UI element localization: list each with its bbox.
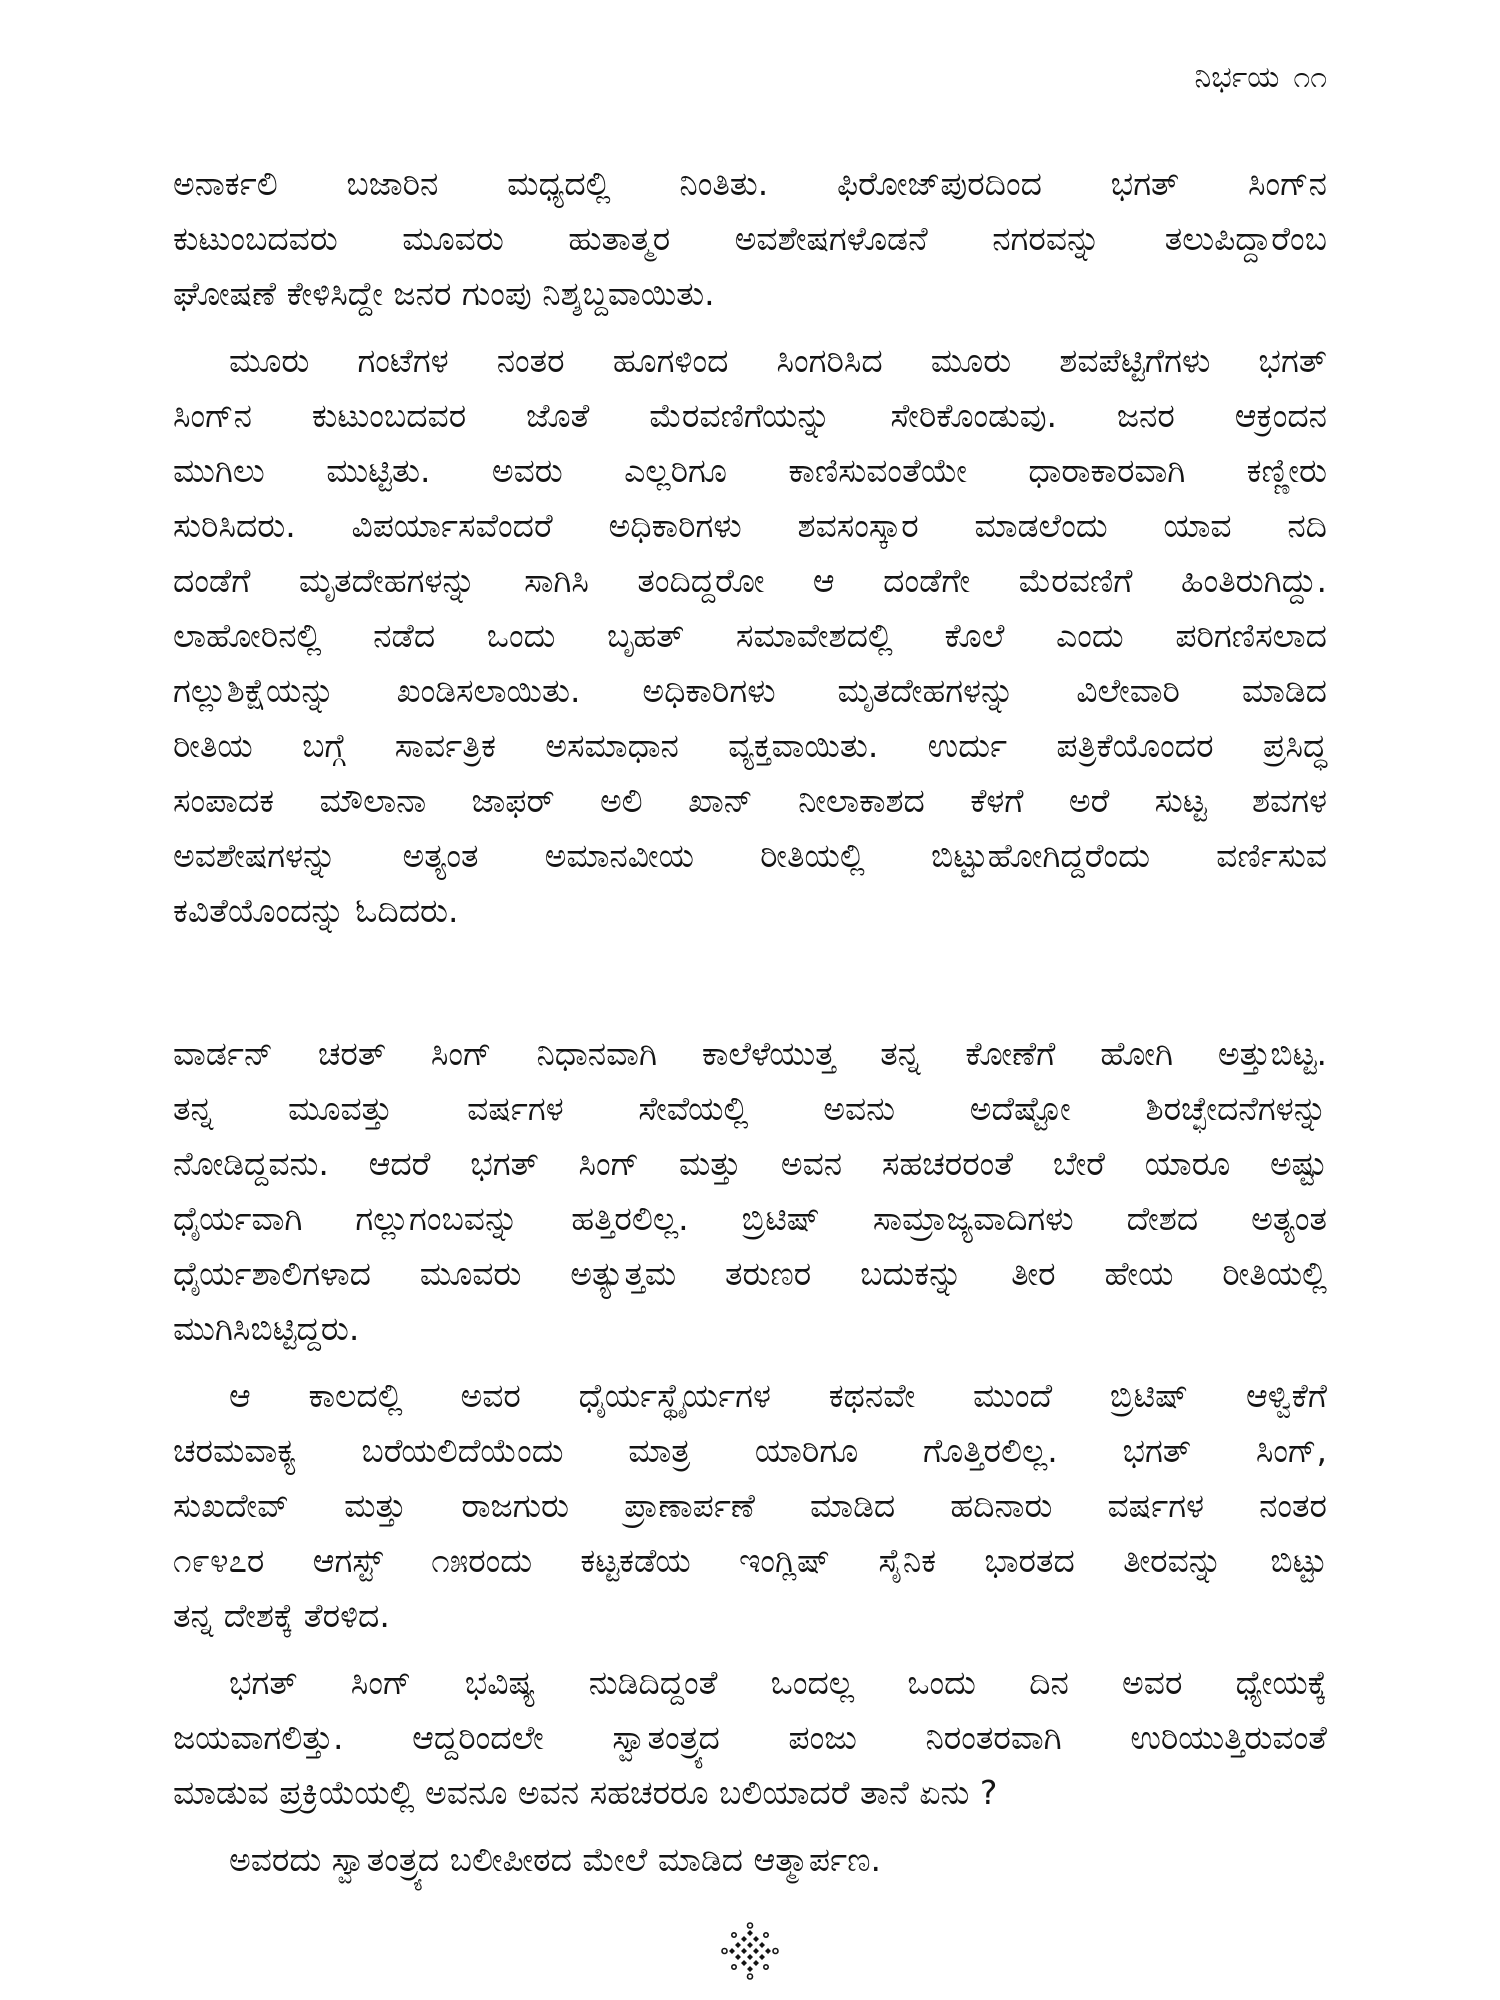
text-line: ನೋಡಿದ್ದವನು. ಆದರೆ ಭಗತ್ ಸಿಂಗ್ ಮತ್ತು ಅವನ ಸಹಚರರಂತೆ ಬೇರೆ ಯಾರೂ ಅಷ್ಟು (173, 1144, 1327, 1183)
text-line: ಜಯವಾಗಲಿತ್ತು. ಆದ್ದರಿಂದಲೇ ಸ್ವಾತಂತ್ರ್ಯದ ಪಂಜು ನಿರಂತರವಾಗಿ ಉರಿಯುತ್ತಿರುವಂತೆ (173, 1718, 1327, 1757)
text-line: ಧೈರ್ಯವಾಗಿ ಗಲ್ಲುಗಂಬವನ್ನು ಹತ್ತಿರಲಿಲ್ಲ. ಬ್ರಿಟಿಷ್ ಸಾಮ್ರಾಜ್ಯವಾದಿಗಳು ದೇಶದ ಅತ್ಯಂತ (173, 1199, 1327, 1238)
running-title: ನಿರ್ಭಯ (1194, 60, 1280, 95)
text-line: ಮುಗಿಸಿಬಿಟ್ಟಿದ್ದರು. (173, 1309, 360, 1348)
paragraph (173, 333, 1327, 938)
text-line: ಆ ಕಾಲದಲ್ಲಿ ಅವರ ಧೈರ್ಯಸ್ಥೈರ್ಯಗಳ ಕಥನವೇ ಮುಂದೆ ಬ್ರಿಟಿಷ್ ಆಳ್ವಿಕೆಗೆ (229, 1376, 1327, 1415)
text-line: ಭಗತ್ ಸಿಂಗ್ ಭವಿಷ್ಯ ನುಡಿದಿದ್ದಂತೆ ಒಂದಲ್ಲ ಒಂದು ದಿನ ಅವರ ಧ್ಯೇಯಕ್ಕೆ (229, 1663, 1327, 1702)
text-line: ವಾರ್ಡನ್ ಚರತ್ ಸಿಂಗ್ ನಿಧಾನವಾಗಿ ಕಾಲೆಳೆಯುತ್ತ ತನ್ನ ಕೋಣೆಗೆ ಹೋಗಿ ಅತ್ತುಬಿಟ್ಟ. (173, 1034, 1327, 1073)
floral-ornament-icon (721, 1922, 779, 1980)
text-line: ಧೈರ್ಯಶಾಲಿಗಳಾದ ಮೂವರು ಅತ್ಯುತ್ತಮ ತರುಣರ ಬದುಕನ್ನು ತೀರ ಹೇಯ ರೀತಿಯಲ್ಲಿ (173, 1254, 1327, 1293)
text-line: ಮಾಡುವ ಪ್ರಕ್ರಿಯೆಯಲ್ಲಿ ಅವನೂ ಅವನ ಸಹಚರರೂ ಬಲಿಯಾದರೆ ತಾನೆ ಏನು ? (173, 1773, 998, 1812)
text-line: ತನ್ನ ದೇಶಕ್ಕೆ ತೆರಳಿದ. (173, 1596, 390, 1635)
paragraph (173, 1832, 1327, 1887)
page-number: ೧೧ (1293, 60, 1327, 95)
text-line: ಸಂಪಾದಕ ಮೌಲಾನಾ ಜಾಫರ್ ಅಲಿ ಖಾನ್ ನೀಲಾಕಾಶದ ಕೆಳಗೆ ಅರೆ ಸುಟ್ಟ ಶವಗಳ (173, 781, 1327, 820)
text-line: ಮುಗಿಲು ಮುಟ್ಟಿತು. ಅವರು ಎಲ್ಲರಿಗೂ ಕಾಣಿಸುವಂತೆಯೇ ಧಾರಾಕಾರವಾಗಿ ಕಣ್ಣೀರು (173, 451, 1327, 490)
text-line: ೧೯೪೭ರ ಆಗಸ್ಟ್ ೧೫ರಂದು ಕಟ್ಟಕಡೆಯ ಇಂಗ್ಲಿಷ್ ಸೈನಿಕ ಭಾರತದ ತೀರವನ್ನು ಬಿಟ್ಟು (173, 1541, 1327, 1580)
paragraph (173, 1026, 1327, 1356)
text-line: ಸುರಿಸಿದರು. ವಿಪರ್ಯಾಸವೆಂದರೆ ಅಧಿಕಾರಿಗಳು ಶವಸಂಸ್ಕಾರ ಮಾಡಲೆಂದು ಯಾವ ನದಿ (173, 506, 1327, 545)
text-line: ದಂಡೆಗೆ ಮೃತದೇಹಗಳನ್ನು ಸಾಗಿಸಿ ತಂದಿದ್ದರೋ ಆ ದಂಡೆಗೇ ಮೆರವಣಿಗೆ ಹಿಂತಿರುಗಿದ್ದು. (173, 561, 1327, 600)
text-line: ಸುಖದೇವ್ ಮತ್ತು ರಾಜಗುರು ಪ್ರಾಣಾರ್ಪಣೆ ಮಾಡಿದ ಹದಿನಾರು ವರ್ಷಗಳ ನಂತರ (173, 1486, 1327, 1525)
text-line: ಸಿಂಗ್‌ನ ಕುಟುಂಬದವರ ಜೊತೆ ಮೆರವಣಿಗೆಯನ್ನು ಸೇರಿಕೊಂಡುವು. ಜನರ ಆಕ್ರಂದನ (173, 396, 1327, 435)
running-head (1195, 60, 1327, 96)
text-line: ಲಾಹೋರಿನಲ್ಲಿ ನಡೆದ ಒಂದು ಬೃಹತ್ ಸಮಾವೇಶದಲ್ಲಿ ಕೊಲೆ ಎಂದು ಪರಿಗಣಿಸಲಾದ (173, 616, 1327, 655)
text-line: ಕವಿತೆಯೊಂದನ್ನು ಓದಿದರು. (173, 891, 459, 930)
text-line: ಅವಶೇಷಗಳನ್ನು ಅತ್ಯಂತ ಅಮಾನವೀಯ ರೀತಿಯಲ್ಲಿ ಬಿಟ್ಟುಹೋಗಿದ್ದರೆಂದು ವರ್ಣಿಸುವ (173, 836, 1327, 875)
paragraph (173, 1655, 1327, 1820)
text-line: ಘೋಷಣೆ ಕೇಳಿಸಿದ್ದೇ ಜನರ ಗುಂಪು ನಿಶ್ಶಬ್ದವಾಯಿತು. (173, 274, 715, 313)
paragraph (173, 156, 1327, 321)
text-line: ಅವರದು ಸ್ವಾತಂತ್ರ್ಯದ ಬಲೀಪೀಠದ ಮೇಲೆ ಮಾಡಿದ ಆತ್ಮಾರ್ಪಣ. (229, 1840, 881, 1879)
text-line: ತನ್ನ ಮೂವತ್ತು ವರ್ಷಗಳ ಸೇವೆಯಲ್ಲಿ ಅವನು ಅದೆಷ್ಟೋ ಶಿರಚ್ಛೇದನೆಗಳನ್ನು (173, 1089, 1327, 1128)
text-line: ಗಲ್ಲುಶಿಕ್ಷೆಯನ್ನು ಖಂಡಿಸಲಾಯಿತು. ಅಧಿಕಾರಿಗಳು ಮೃತದೇಹಗಳನ್ನು ವಿಲೇವಾರಿ ಮಾಡಿದ (173, 671, 1327, 710)
text-line: ಚರಮವಾಕ್ಯ ಬರೆಯಲಿದೆಯೆಂದು ಮಾತ್ರ ಯಾರಿಗೂ ಗೊತ್ತಿರಲಿಲ್ಲ. ಭಗತ್ ಸಿಂಗ್, (173, 1431, 1327, 1470)
text-line: ಅನಾರ್ಕಲಿ ಬಜಾರಿನ ಮಧ್ಯದಲ್ಲಿ ನಿಂತಿತು. ಫಿರೋಜ್‌ಪುರದಿಂದ ಭಗತ್ ಸಿಂಗ್‌ನ (173, 164, 1327, 203)
paragraph (173, 1368, 1327, 1643)
text-line: ಮೂರು ಗಂಟೆಗಳ ನಂತರ ಹೂಗಳಿಂದ ಸಿಂಗರಿಸಿದ ಮೂರು ಶವಪೆಟ್ಟಿಗೆಗಳು ಭಗತ್ (229, 341, 1327, 380)
text-line: ಕುಟುಂಬದವರು ಮೂವರು ಹುತಾತ್ಮರ ಅವಶೇಷಗಳೊಡನೆ ನಗರವನ್ನು ತಲುಪಿದ್ದಾರೆಂಬ (173, 219, 1327, 258)
text-line: ರೀತಿಯ ಬಗ್ಗೆ ಸಾರ್ವತ್ರಿಕ ಅಸಮಾಧಾನ ವ್ಯಕ್ತವಾಯಿತು. ಉರ್ದು ಪತ್ರಿಕೆಯೊಂದರ ಪ್ರಸಿದ್ಧ (173, 726, 1327, 765)
body-text (173, 156, 1327, 1887)
